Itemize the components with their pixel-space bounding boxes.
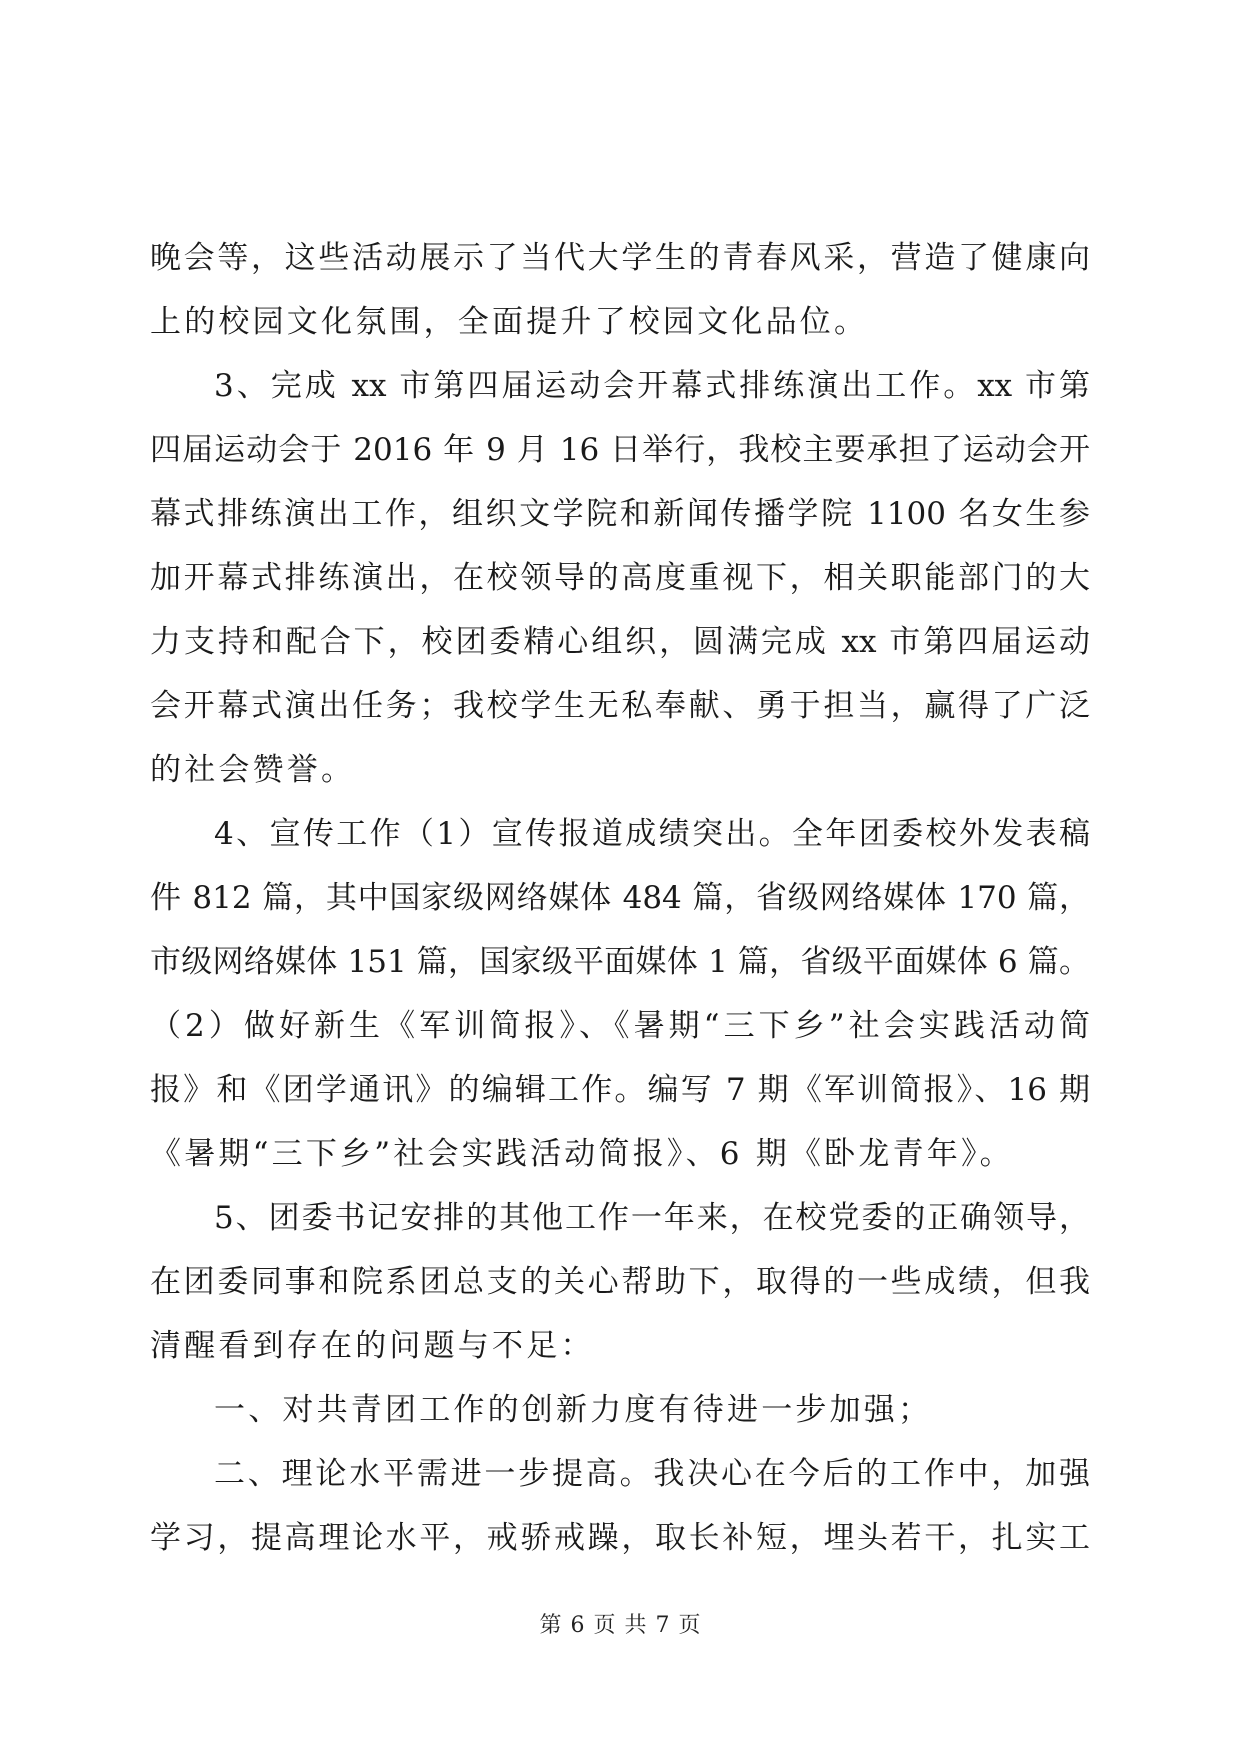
text-line: 报》和《团学通讯》的编辑工作。编写 7 期《军训简报》、16 期: [150, 1072, 1090, 1108]
list-item-1: 一、对共青团工作的创新力度有待进一步加强；: [214, 1392, 933, 1428]
text-line: 清醒看到存在的问题与不足：: [150, 1328, 595, 1364]
text-line: （2）做好新生《军训简报》、《暑期“三下乡”社会实践活动简: [150, 1008, 1090, 1044]
paragraph-5-start: 5、团委书记安排的其他工作一年来，在校党委的正确领导，: [214, 1200, 1090, 1236]
text-line: 力支持和配合下，校团委精心组织，圆满完成 xx 市第四届运动: [150, 624, 1090, 660]
list-item-2: 二、理论水平需进一步提高。我决心在今后的工作中，加强: [214, 1456, 1090, 1492]
text-line: 上的校园文化氛围，全面提升了校园文化品位。: [150, 304, 869, 340]
page-number-footer: 第 6 页 共 7 页: [539, 1613, 702, 1638]
text-line: 的社会赞誉。: [150, 752, 356, 788]
paragraph-4-start: 4、宣传工作（1）宣传报道成绩突出。全年团委校外发表稿: [214, 816, 1090, 852]
text-line: 件 812 篇，其中国家级网络媒体 484 篇，省级网络媒体 170 篇，: [150, 880, 1090, 916]
text-line: 四届运动会于 2016 年 9 月 16 日举行，我校主要承担了运动会开: [150, 432, 1090, 468]
text-line: 晚会等，这些活动展示了当代大学生的青春风采，营造了健康向: [150, 240, 1090, 276]
document-body: [150, 226, 1090, 1570]
text-line: 学习，提高理论水平，戒骄戒躁，取长补短，埋头若干，扎实工: [150, 1520, 1090, 1556]
text-line: 在团委同事和院系团总支的关心帮助下，取得的一些成绩，但我: [150, 1264, 1090, 1300]
text-line: 会开幕式演出任务；我校学生无私奉献、勇于担当，赢得了广泛: [150, 688, 1090, 724]
paragraph-3-start: 3、完成 xx 市第四届运动会开幕式排练演出工作。xx 市第: [214, 368, 1090, 404]
text-line: 市级网络媒体 151 篇，国家级平面媒体 1 篇，省级平面媒体 6 篇。: [150, 944, 1090, 980]
text-line: 加开幕式排练演出，在校领导的高度重视下，相关职能部门的大: [150, 560, 1090, 596]
text-line: 《暑期“三下乡”社会实践活动简报》、6 期《卧龙青年》。: [150, 1136, 1014, 1172]
text-line: 幕式排练演出工作，组织文学院和新闻传播学院 1100 名女生参: [150, 496, 1090, 532]
